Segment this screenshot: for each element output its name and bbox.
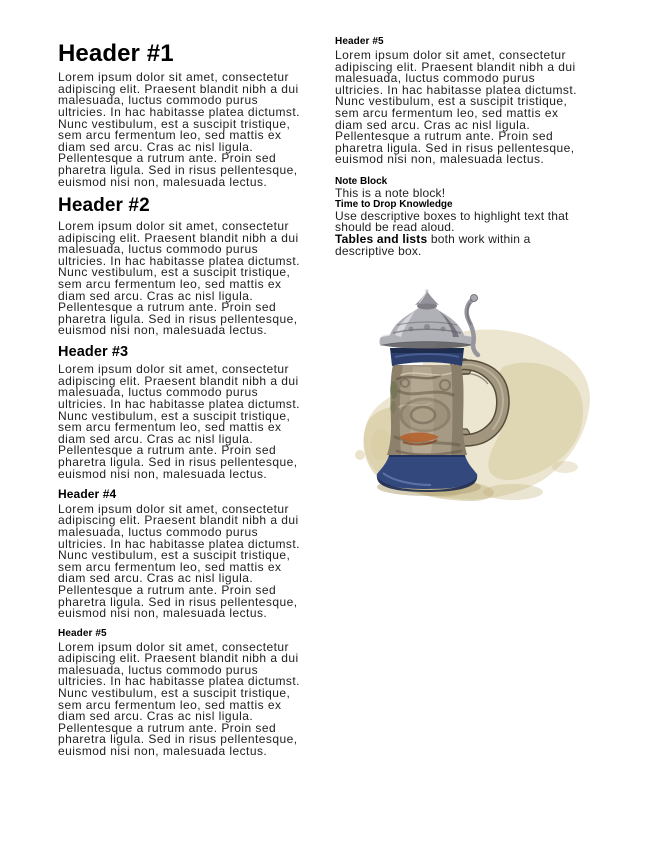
stein-foot (377, 455, 477, 492)
watercolor-speckle-1 (483, 484, 543, 500)
section-1-paragraph: Lorem ipsum dolor sit amet, consectetur adipiscing elit. Praesent blandit nibh a dui malesuada, luctus commodo purus ultricies. In hac habitasse platea dictumst. Nunc vestibulum, est a suscipit tristique, sem arcu fermentum leo, sed mattis ex diam sed arcu. Cras ac nisl ligula. Pellentesque a rutrum ante. Proin sed pharetra ligula. Sed in risus pellentesque, euismod nisi non, malesuada lectus. (58, 70, 300, 189)
watercolor-speckle-2 (371, 429, 391, 461)
tables-and-lists-bold: Tables and lists (335, 231, 428, 246)
section-header-1: Header #1 (58, 40, 174, 67)
knowledge-block-label: Time to Drop Knowledge (335, 199, 453, 211)
note-block-text: This is a note block! (335, 185, 446, 200)
beer-stein-illustration (353, 287, 599, 507)
section-2-paragraph: Lorem ipsum dolor sit amet, consectetur adipiscing elit. Praesent blandit nibh a dui malesuada, luctus commodo purus ultricies. In hac habitasse platea dictumst. Nunc vestibulum, est a suscipit tristique, sem arcu fermentum leo, sed mattis ex diam sed arcu. Cras ac nisl ligula. Pellentesque a rutrum ante. Proin sed pharetra ligula. Sed in risus pellentesque, euismod nisi non, malesuada lectus. (58, 219, 300, 338)
section-header-4: Header #4 (58, 487, 117, 502)
tables-and-lists-line (335, 231, 585, 258)
section-4-paragraph: Lorem ipsum dolor sit amet, consectetur adipiscing elit. Praesent blandit nibh a dui malesuada, luctus commodo purus ultricies. In hac habitasse platea dictumst. Nunc vestibulum, est a suscipit tristique, sem arcu fermentum leo, sed mattis ex diam sed arcu. Cras ac nisl ligula. Pellentesque a rutrum ante. Proin sed pharetra ligula. Sed in risus pellentesque, euismod nisi non, malesuada lectus. (58, 501, 300, 621)
knowledge-block-text: Use descriptive boxes to highlight text that should be read aloud. (335, 208, 569, 235)
right-section-header-5: Header #5 (335, 36, 384, 47)
lid-finial (415, 291, 439, 305)
section-5-paragraph: Lorem ipsum dolor sit amet, consectetur adipiscing elit. Praesent blandit nibh a dui malesuada, luctus commodo purus ultricies. In hac habitasse platea dictumst. Nunc vestibulum, est a suscipit tristique, sem arcu fermentum leo, sed mattis ex diam sed arcu. Cras ac nisl ligula. Pellentesque a rutrum ante. Proin sed pharetra ligula. Sed in risus pellentesque, euismod nisi non, malesuada lectus. (58, 639, 300, 759)
stein-lid (380, 290, 475, 349)
right-section-paragraph: Lorem ipsum dolor sit amet, consectetur adipiscing elit. Praesent blandit nibh a dui malesuada, luctus commodo purus ultricies. In hac habitasse platea dictumst. Nunc vestibulum, est a suscipit tristique, sem arcu fermentum leo, sed mattis ex diam sed arcu. Cras ac nisl ligula. Pellentesque a rutrum ante. Proin sed pharetra ligula. Sed in risus pellentesque, euismod nisi non, malesuada lectus. (335, 48, 577, 167)
note-block-label: Note Block (335, 175, 388, 187)
watercolor-speckle-3 (355, 450, 365, 460)
section-header-2: Header #2 (58, 195, 150, 217)
left-column (58, 36, 308, 844)
right-column (335, 36, 585, 844)
tables-and-lists-rest: both work within a descriptive box. (335, 231, 531, 258)
watercolor-speckle-4 (552, 461, 578, 473)
carving-green-accent (390, 381, 398, 399)
note-block (335, 176, 585, 257)
stein-body (387, 365, 467, 455)
section-header-3: Header #3 (58, 344, 129, 360)
section-header-5: Header #5 (58, 627, 107, 639)
section-3-paragraph: Lorem ipsum dolor sit amet, consectetur adipiscing elit. Praesent blandit nibh a dui malesuada, luctus commodo purus ultricies. In hac habitasse platea dictumst. Nunc vestibulum, est a suscipit tristique, sem arcu fermentum leo, sed mattis ex diam sed arcu. Cras ac nisl ligula. Pellentesque a rutrum ante. Proin sed pharetra ligula. Sed in risus pellentesque, euismod nisi non, malesuada lectus. (58, 362, 300, 481)
beer-stein-image (353, 287, 599, 507)
